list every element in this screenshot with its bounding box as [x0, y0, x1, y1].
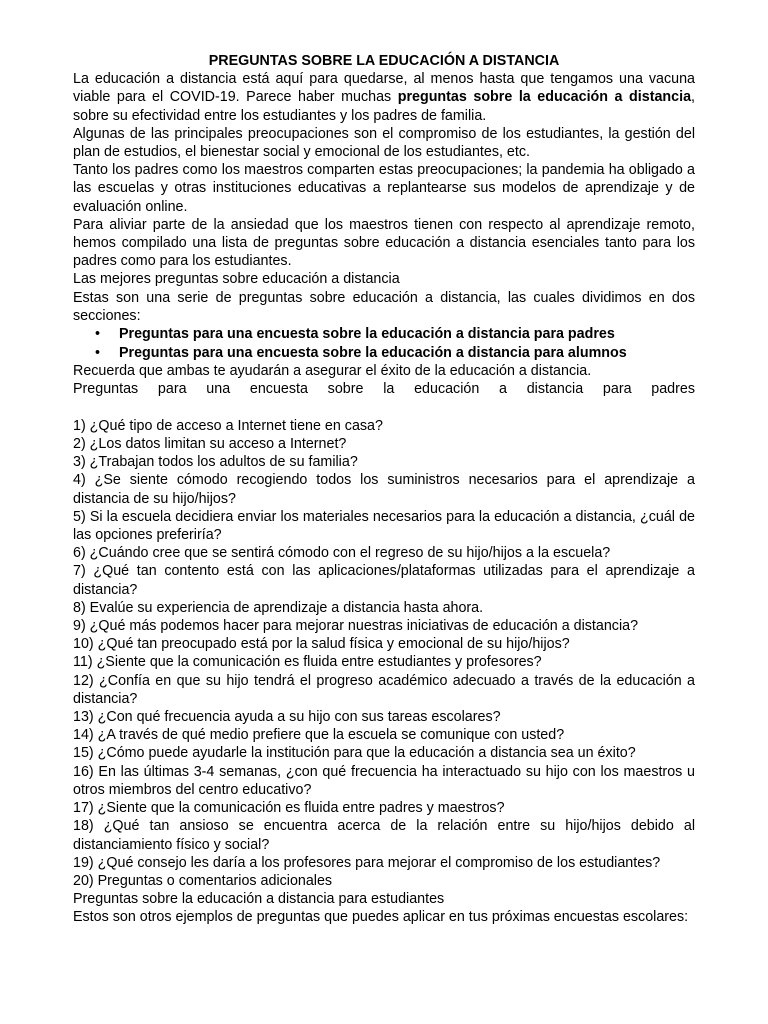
- section-item-students: [73, 344, 695, 363]
- question-item: 17) ¿Siente que la comunicación es fluida entre padres y maestros?: [73, 800, 505, 817]
- question-item: 10) ¿Qué tan preocupado está por la salud física y emocional de su hijo/hijos?: [73, 636, 570, 653]
- question-item: 4) ¿Se siente cómodo recogiendo todos los suministros necesarios para el aprendizaje a distancia de su hijo/hijos?: [73, 472, 695, 507]
- intro-text-start: La educación a distancia está aquí para quedarse, al menos hasta que tengamos una vacuna viable para el COVID-19. Parece haber muchas: [73, 71, 695, 106]
- sections-list: [73, 325, 695, 362]
- concerns-paragraph: Algunas de las principales preocupaciones son el compromiso de los estudiantes, la gestión del plan de estudios, el bienestar social y emocional de los estudiantes, etc.: [73, 125, 695, 161]
- parents-questions-heading: Preguntas para una encuesta sobre la educación a distancia para padres: [73, 381, 695, 398]
- students-paragraph: Estos son otros ejemplos de preguntas que puedes aplicar en tus próximas encuestas escolares:: [73, 909, 689, 926]
- relief-paragraph: Para aliviar parte de la ansiedad que los maestros tienen con respecto al aprendizaje remoto, hemos compilado una lista de preguntas sobre educación a distancia esenciales tanto para los padres como para los estudiantes.: [73, 216, 695, 270]
- students-questions-heading: Preguntas sobre la educación a distancia para estudiantes: [73, 891, 445, 908]
- intro-bold-phrase: preguntas sobre la educación a distancia: [397, 89, 692, 106]
- intro-paragraph: [73, 70, 695, 125]
- question-item: 1) ¿Qué tipo de acceso a Internet tiene en casa?: [73, 417, 383, 434]
- question-item: 7) ¿Qué tan contento está con las aplicaciones/plataformas utilizadas para el aprendizaje a distancia?: [73, 563, 695, 598]
- question-item: 14) ¿A través de qué medio prefiere que la escuela se comunique con usted?: [73, 727, 565, 744]
- page-title: PREGUNTAS SOBRE LA EDUCACIÓN A DISTANCIA: [208, 53, 560, 69]
- question-item: 5) Si la escuela decidiera enviar los materiales necesarios para la educación a distancia, ¿cuál de las opciones preferiría?: [73, 508, 695, 544]
- question-item: 13) ¿Con qué frecuencia ayuda a su hijo con sus tareas escolares?: [73, 709, 501, 726]
- blank-line: [73, 399, 695, 417]
- question-item: 15) ¿Cómo puede ayudarle la institución para que la educación a distancia sea un éxito?: [73, 745, 636, 762]
- question-item: 6) ¿Cuándo cree que se sentirá cómodo con el regreso de su hijo/hijos a la escuela?: [73, 545, 611, 562]
- question-item: 12) ¿Confía en que su hijo tendrá el progreso académico adecuado a través de la educación a distancia?: [73, 672, 695, 707]
- question-item: 19) ¿Qué consejo les daría a los profesores para mejorar el compromiso de los estudiantes?: [73, 854, 661, 871]
- remember-paragraph: Recuerda que ambas te ayudarán a asegurar el éxito de la educación a distancia.: [73, 363, 592, 380]
- question-item: 8) Evalúe su experiencia de aprendizaje a distancia hasta ahora.: [73, 599, 484, 616]
- bullet-icon: •: [95, 326, 101, 343]
- pandemic-paragraph: Tanto los padres como los maestros comparten estas preocupaciones; la pandemia ha obligado a las escuelas y otras instituciones educativas a replantearse sus modelos de aprendizaje y de evaluación online.: [73, 162, 695, 215]
- document-page: [73, 52, 695, 927]
- question-item: 9) ¿Qué más podemos hacer para mejorar nuestras iniciativas de educación a distancia?: [73, 618, 639, 635]
- intro-text-end: , sobre su efectividad entre los estudiantes y los padres de familia.: [73, 89, 695, 124]
- section-label: Preguntas para una encuesta sobre la educación a distancia para alumnos: [119, 344, 627, 361]
- question-item: 3) ¿Trabajan todos los adultos de su familia?: [73, 454, 358, 471]
- question-item: 20) Preguntas o comentarios adicionales: [73, 872, 333, 889]
- section-label: Preguntas para una encuesta sobre la educación a distancia para padres: [119, 326, 615, 343]
- question-item: 16) En las últimas 3-4 semanas, ¿con qué frecuencia ha interactuado su hijo con los maestros u otros miembros del centro educativo?: [73, 763, 695, 798]
- question-item: 2) ¿Los datos limitan su acceso a Internet?: [73, 436, 347, 453]
- best-questions-heading: Las mejores preguntas sobre educación a distancia: [73, 271, 400, 288]
- series-paragraph: Estas son una serie de preguntas sobre educación a distancia, las cuales dividimos en dos secciones:: [73, 289, 695, 324]
- parent-questions-list: [73, 417, 695, 890]
- question-item: 18) ¿Qué tan ansioso se encuentra acerca de la relación entre su hijo/hijos debido al distanciamiento físico y social?: [73, 818, 695, 853]
- bullet-icon: •: [95, 344, 101, 361]
- question-item: 11) ¿Siente que la comunicación es fluida entre estudiantes y profesores?: [73, 654, 542, 671]
- section-item-parents: [73, 325, 695, 344]
